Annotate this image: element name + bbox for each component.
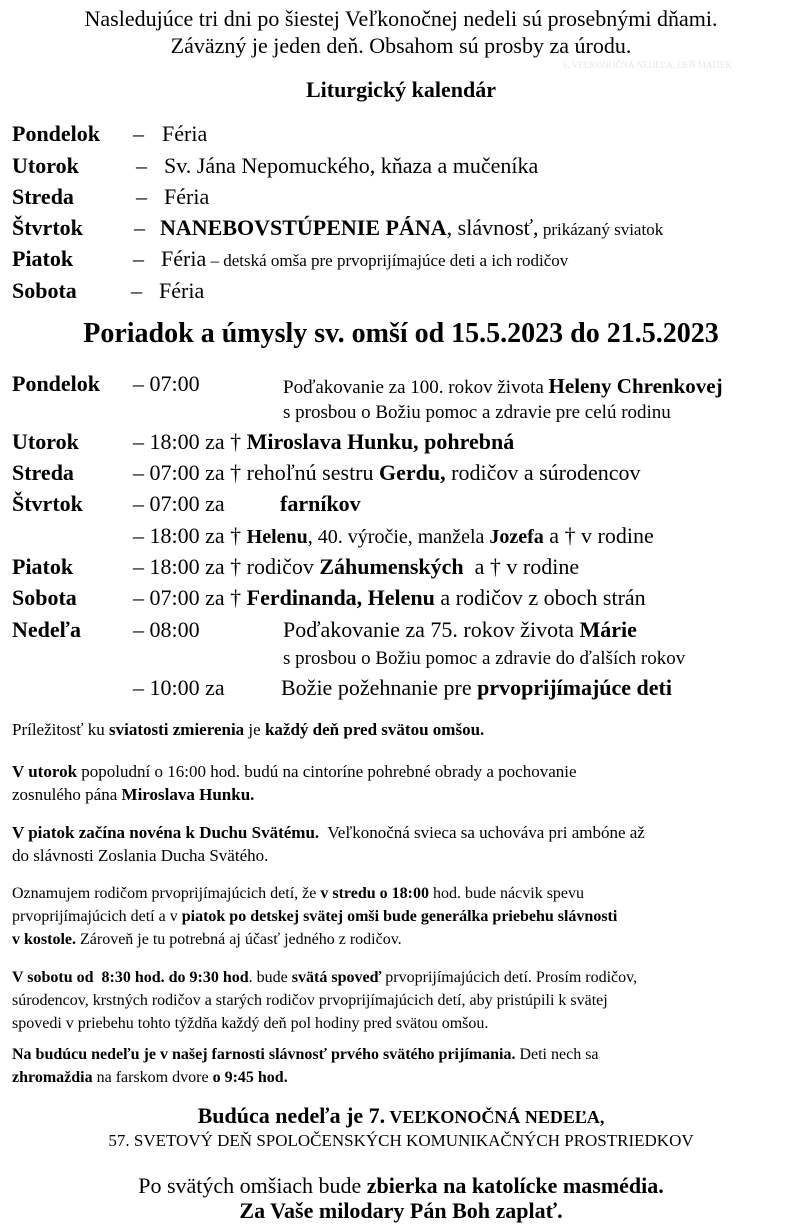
footer-thanks: Za Vaše milodary Pán Boh zaplať.	[239, 1198, 563, 1223]
calendar-row: Streda	[12, 184, 74, 209]
intro-line-2: Záväzný je jeden deň. Obsahom sú prosby za úrodu.	[170, 33, 632, 58]
mass-day-utorok: Utorok	[12, 429, 79, 454]
notice-funeral: V utorok popoludní o 16:00 hod. budú na cintoríne pohrebné obrady a pochovanie zosnulého pána Miroslava Hunku.	[12, 762, 577, 804]
calendar-row: Sobota	[12, 278, 77, 303]
mass-intention: Poďakovanie za 100. rokov života Heleny Chrenkovej	[283, 374, 723, 398]
calendar-row: Piatok	[12, 246, 74, 271]
notice-confession: Príležitosť ku sviatosti zmierenia je každý deň pred svätou omšou.	[12, 720, 485, 739]
notice-first-communion: Na budúcu nedeľu je v našej farnosti slávnosť prvého svätého prijímania. Deti nech sa zhromaždia na farskom dvore o 9:45 hod.	[12, 1046, 599, 1086]
intro-line-1: Nasledujúce tri dni po šiestej Veľkonočnej nedeli sú prosebnými dňami.	[84, 6, 718, 31]
mass-day-streda: Streda	[12, 460, 74, 485]
watermark: 6. VEĽKONOČNÁ NEDEĽA, DEŇ MATIEK	[563, 60, 732, 70]
mass-day-nedela: Nedeľa	[12, 617, 81, 642]
calendar-row: Štvrtok	[12, 215, 83, 240]
mass-day-sobota: Sobota	[12, 585, 77, 610]
footer-collection: Po svätých omšiach bude zbierka na katolícke masmédia.	[138, 1173, 664, 1198]
masses-title: Poriadok a úmysly sv. omší od 15.5.2023 do 21.5.2023	[83, 318, 719, 349]
mass-day-piatok: Piatok	[12, 554, 74, 579]
calendar-row: Utorok	[12, 153, 79, 178]
mass-day-pondelok: Pondelok	[12, 371, 101, 396]
notice-confession-saturday: V sobotu od 8:30 hod. do 9:30 hod. bude svätá spoveď prvoprijímajúcich detí. Prosím rodičov, súrodencov, krstných rodičov a starých rodičov prvoprijímajúcich detí, aby pristúpili k svätej spovedi v priebehu tohto týždňa každý deň pol hodiny pred svätou omšou.	[12, 969, 638, 1032]
footer-next-sunday: Budúca nedeľa je 7. VEĽKONOČNÁ NEDEĽA,	[197, 1103, 605, 1128]
footer-world-day: 57. SVETOVÝ DEŇ SPOLOČENSKÝCH KOMUNIKAČNÝCH PROSTRIEDKOV	[108, 1131, 694, 1150]
notice-novena: V piatok začína novéna k Duchu Svätému. Veľkonočná svieca sa uchováva pri ambóne až do slávnosti Zoslania Ducha Svätého.	[12, 823, 645, 865]
calendar-row: Pondelok	[12, 121, 101, 146]
notice-rehearsal: Oznamujem rodičom prvoprijímajúcich detí, že v stredu o 18:00 hod. bude nácvik spevu prvoprijímajúcich detí a v piatok po detskej svätej omši bude generálka priebehu slávnosti v kostole. Zároveň je tu potrebná aj účasť jedného z rodičov.	[12, 885, 618, 948]
mass-intention: – 18:00 za † Helenu, 40. výročie, manžela Jozefa a † v rodine	[133, 523, 654, 548]
calendar-title: Liturgický kalendár	[305, 77, 497, 102]
mass-intention: – 10:00 za	[133, 675, 225, 700]
mass-day-stvrtok: Štvrtok	[12, 491, 83, 516]
